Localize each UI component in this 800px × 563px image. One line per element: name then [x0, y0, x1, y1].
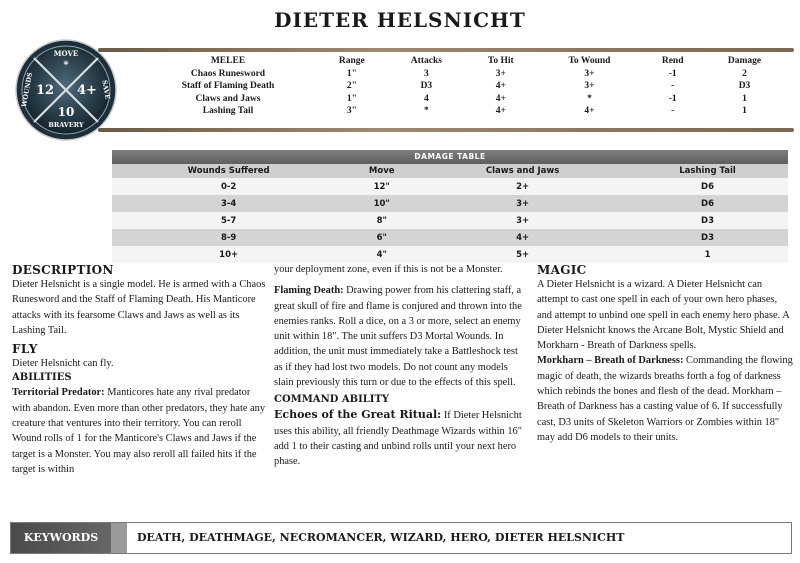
description-heading: DESCRIPTION: [12, 263, 114, 277]
morkharn-spell: [537, 353, 793, 445]
damage-cell: D6: [627, 178, 788, 195]
weapon-cell: Lashing Tail: [202, 106, 254, 117]
weapon-cell: Claws and Jaws: [195, 93, 261, 104]
weapon-cell: 3+: [584, 68, 595, 79]
weapon-cell: -: [671, 106, 675, 117]
ability-text: Manticores hate any rival predator with abandon. Even more than other predators, they hate any creature that ventures into their territory. You can reroll Wound rolls of 1 for the Manticore's Claws and Jaws if the target is a Monster. You may also reroll all failed hits if the target is within: [12, 387, 266, 475]
weapon-cell: 1: [742, 106, 747, 117]
weapon-cell: D3: [738, 81, 751, 92]
weapon-cell: 3+: [495, 68, 506, 79]
ability-text: Drawing power from his clattering staff, a great skull of fire and flame is conjured and thrown into the enemies ranks. Roll a dice, on a 3 or more, select an enemy unit within 18". The unit suffers D3 Mortal Wounds. In addition, the unit must immediately take a Battleshock test as if they had lost two models. Do not count any models slain previously this turn or due to the effects of this spell.: [274, 285, 522, 389]
command-ability-heading: COMMAND ABILITY: [274, 394, 390, 406]
damage-cell: 1: [627, 246, 788, 263]
weapon-cell: 1": [346, 68, 357, 79]
ability-name: Flaming Death:: [274, 285, 344, 297]
damage-header-row: [112, 164, 788, 178]
damage-header: Move: [345, 164, 418, 178]
damage-cell: 8": [345, 212, 418, 229]
weapons-block: [98, 48, 794, 132]
damage-cell: 8-9: [112, 229, 345, 246]
weapon-cell: 4+: [495, 93, 506, 104]
move-label: MOVE: [53, 49, 79, 58]
weapon-cell: 2: [742, 68, 747, 79]
left-column: [12, 263, 266, 477]
weapons-header: Range: [338, 56, 365, 67]
abilities-heading: ABILITIES: [12, 372, 72, 384]
weapon-row: [138, 105, 788, 118]
weapon-cell: 3: [424, 68, 429, 79]
weapon-cell: 4+: [495, 106, 506, 117]
fly-text: Dieter Helsnicht can fly.: [12, 358, 114, 370]
weapon-cell: 2": [346, 81, 357, 92]
weapon-cell: 1": [346, 93, 357, 104]
weapon-cell: -1: [668, 68, 677, 79]
damage-header: Claws and Jaws: [418, 164, 627, 178]
weapons-table: [138, 55, 788, 118]
description-text: Dieter Helsnicht is a single model. He is armed with a Chaos Runesword and the Staff of Flaming Death. His Manticore attacks with its fearsome Claws and Jaws as well as its Lashing Tail.: [12, 279, 266, 336]
weapons-bottom-bar: [98, 128, 794, 132]
damage-cell: D3: [627, 229, 788, 246]
weapon-cell: 1: [742, 93, 747, 104]
weapon-cell: *: [587, 93, 592, 104]
magic-heading: MAGIC: [537, 263, 587, 277]
damage-cell: 2+: [418, 178, 627, 195]
ability-name: Territorial Predator:: [12, 387, 105, 399]
damage-cell: D6: [627, 195, 788, 212]
weapon-cell: Staff of Flaming Death: [181, 81, 275, 92]
wounds-value: 12: [35, 83, 55, 98]
territorial-predator-ability: [12, 385, 266, 477]
ability-name: Echoes of the Great Ritual:: [274, 408, 442, 422]
keywords-divider: [111, 523, 127, 553]
fly-heading: FLY: [12, 342, 38, 357]
weapon-cell: D3: [420, 81, 433, 92]
keywords-text: DEATH, DEATHMAGE, NECROMANCER, WIZARD, HERO, DIETER HELSNICHT: [137, 531, 625, 544]
weapons-header: Attacks: [410, 56, 442, 67]
damage-cell: 6": [345, 229, 418, 246]
territorial-predator-continued: your deployment zone, even if this is not be a Monster.: [274, 264, 503, 275]
spell-text: Commanding the flowing magic of death, the wizards breaths forth a fog of darkness which rebinds the bones and flesh of the dead. Morkharn – Breath of Darkness has a casting value of 6. If successfully cast, D3 units of Skeleton Warriors or Zombies within 18" may add D6 models to their units.: [537, 355, 793, 443]
weapon-cell: -: [671, 81, 675, 92]
weapons-header: Damage: [727, 56, 762, 67]
damage-cell: 5+: [418, 246, 627, 263]
damage-cell: 3+: [418, 195, 627, 212]
damage-cell: 3+: [418, 212, 627, 229]
damage-header: Lashing Tail: [627, 164, 788, 178]
weapons-header: MELEE: [210, 56, 246, 67]
weapon-row: [138, 93, 788, 106]
damage-row: [112, 212, 788, 229]
weapon-cell: Chaos Runesword: [190, 68, 266, 79]
damage-cell: 5-7: [112, 212, 345, 229]
damage-header: Wounds Suffered: [112, 164, 345, 178]
damage-table: [112, 164, 788, 263]
damage-cell: 4+: [418, 229, 627, 246]
save-label: SAVE: [100, 79, 112, 100]
weapon-cell: 4: [424, 93, 429, 104]
middle-column: [274, 262, 528, 470]
move-value: *: [63, 60, 69, 71]
weapon-row: [138, 80, 788, 93]
damage-row: [112, 229, 788, 246]
damage-table-title: DAMAGE TABLE: [112, 150, 788, 164]
damage-row: [112, 178, 788, 195]
magic-text: A Dieter Helsnicht is a wizard. A Dieter Helsnicht can attempt to cast one spell in each of your own hero phases, and attempt to unbind one spell in each enemy hero phase. A Dieter Helsnicht knows the Arcane Bolt, Mystic Shield and Morkharn - Breath of Darkness spells.: [537, 279, 790, 352]
flaming-death-ability: [274, 283, 528, 390]
weapon-cell: -1: [668, 93, 677, 104]
echoes-ability: [274, 407, 528, 469]
damage-table-block: [112, 150, 788, 263]
damage-cell: 0-2: [112, 178, 345, 195]
weapon-cell: 4+: [584, 106, 595, 117]
damage-cell: D3: [627, 212, 788, 229]
keywords-bar: [10, 522, 792, 554]
weapon-cell: 3": [346, 106, 357, 117]
weapon-cell: 3+: [584, 81, 595, 92]
weapons-header: To Wound: [568, 56, 611, 67]
damage-cell: 10": [345, 195, 418, 212]
wounds-label: WOUNDS: [20, 71, 35, 108]
damage-row: [112, 246, 788, 263]
weapon-row: [138, 68, 788, 81]
bravery-label: BRAVERY: [48, 121, 84, 129]
keywords-label: KEYWORDS: [11, 523, 111, 553]
right-column: [537, 263, 793, 445]
weapons-header-row: [138, 55, 788, 68]
weapons-header: Rend: [661, 56, 684, 67]
damage-cell: 4": [345, 246, 418, 263]
damage-row: [112, 195, 788, 212]
weapon-cell: 4+: [495, 81, 506, 92]
weapons-top-bar: [98, 48, 794, 52]
warscroll-title: DIETER HELSNICHT: [274, 8, 526, 32]
spell-name: Morkharn – Breath of Darkness:: [537, 355, 684, 367]
save-value: 4+: [77, 83, 97, 98]
damage-cell: 10+: [112, 246, 345, 263]
weapon-cell: *: [424, 106, 429, 117]
ability-text: If Dieter Helsnicht uses this ability, all friendly Deathmage Wizards within 16" add 1 to their casting and unbind rolls until your next hero phase.: [274, 410, 522, 468]
weapons-header: To Hit: [487, 56, 514, 67]
damage-cell: 3-4: [112, 195, 345, 212]
damage-cell: 12": [345, 178, 418, 195]
bravery-value: 10: [57, 105, 75, 119]
